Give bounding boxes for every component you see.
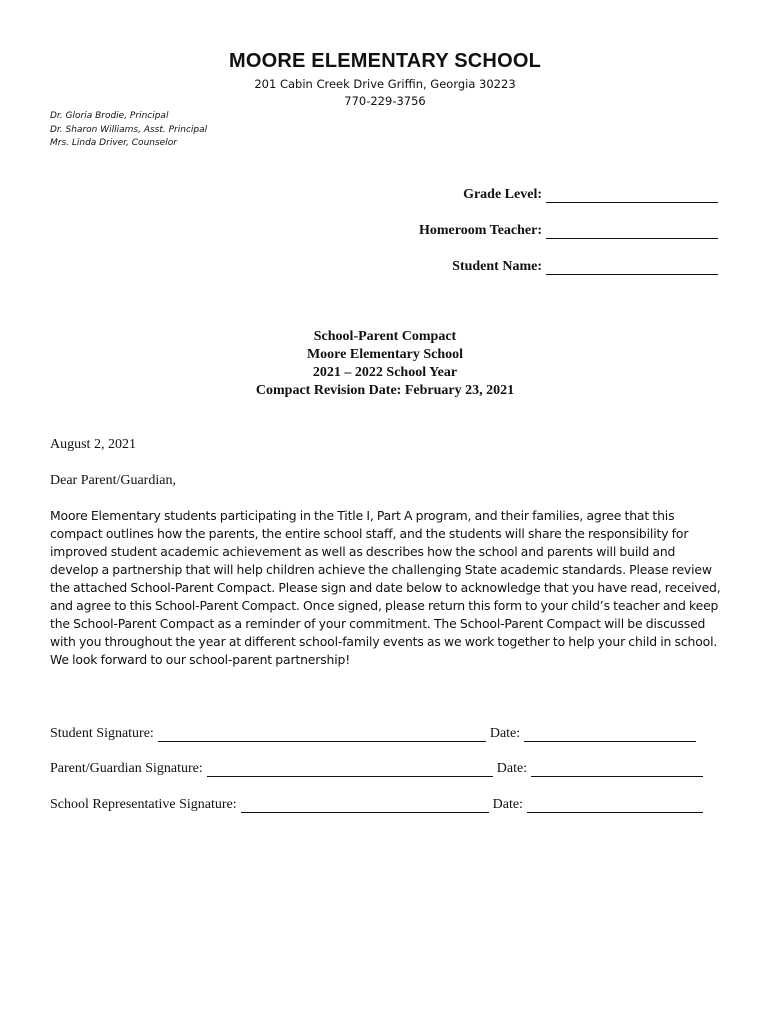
parent-signature-row	[50, 761, 703, 777]
letter-body: Moore Elementary students participating in the Title I, Part A program, and their families, agree that this compact outlines how the parents, the entire school staff, and the students will share the responsibility for improved student academic achievement as well as describes how the school and parents will build and develop a partnership that will help children achieve the challenging State academic standards. Please review the attached School-Parent Compact. Please sign and date below to acknowledge that you have read, received, and agree to this School-Parent Compact. Once signed, please return this form to your child’s teacher and keep the School-Parent Compact as a reminder of your commitment. The School-Parent Compact will be discussed with you throughout the year at different school-family events as we work together to help your child in school. We look forward to our school-parent partnership!	[50, 508, 721, 667]
school-rep-signature-blank[interactable]	[241, 800, 489, 813]
student-date-label: Date:	[489, 726, 521, 741]
student-signature-row	[50, 726, 696, 742]
parent-date-blank[interactable]	[531, 764, 703, 777]
compact-title-line2: Moore Elementary School	[306, 347, 464, 362]
letter-greeting: Dear Parent/Guardian,	[50, 473, 176, 488]
school-address: 201 Cabin Creek Drive Griffin, Georgia 30223	[254, 77, 516, 91]
student-name-blank[interactable]	[546, 262, 718, 275]
homeroom-teacher-blank[interactable]	[546, 226, 718, 239]
student-name-field	[452, 259, 718, 275]
compact-title-line4: Compact Revision Date: February 23, 2021	[255, 383, 515, 398]
grade-level-label: Grade Level:	[463, 187, 542, 202]
staff-principal: Dr. Gloria Brodie, Principal	[50, 111, 169, 121]
student-signature-blank[interactable]	[158, 729, 486, 742]
letter-date: August 2, 2021	[50, 437, 136, 452]
homeroom-teacher-label: Homeroom Teacher:	[419, 223, 542, 238]
school-phone: 770-229-3756	[344, 94, 426, 108]
parent-date-label: Date:	[496, 761, 528, 776]
student-name-label: Student Name:	[452, 259, 542, 274]
staff-asst-principal: Dr. Sharon Williams, Asst. Principal	[50, 124, 208, 135]
school-rep-date-blank[interactable]	[527, 800, 703, 813]
compact-title-line1: School-Parent Compact	[313, 329, 457, 344]
staff-list	[50, 110, 207, 151]
parent-signature-label: Parent/Guardian Signature:	[50, 761, 203, 776]
school-rep-signature-row	[50, 797, 703, 813]
compact-title	[0, 328, 770, 400]
school-rep-date-label: Date:	[492, 797, 523, 812]
homeroom-teacher-field	[419, 223, 718, 239]
school-rep-signature-label: School Representative Signature:	[50, 797, 237, 812]
student-date-blank[interactable]	[524, 729, 696, 742]
compact-title-line3: 2021 – 2022 School Year	[312, 365, 458, 380]
grade-level-blank[interactable]	[546, 190, 718, 203]
student-signature-label: Student Signature:	[50, 726, 154, 741]
staff-counselor: Mrs. Linda Driver, Counselor	[50, 138, 177, 148]
grade-level-field	[463, 187, 718, 203]
school-name: MOORE ELEMENTARY SCHOOL	[228, 50, 542, 72]
parent-signature-blank[interactable]	[207, 764, 493, 777]
